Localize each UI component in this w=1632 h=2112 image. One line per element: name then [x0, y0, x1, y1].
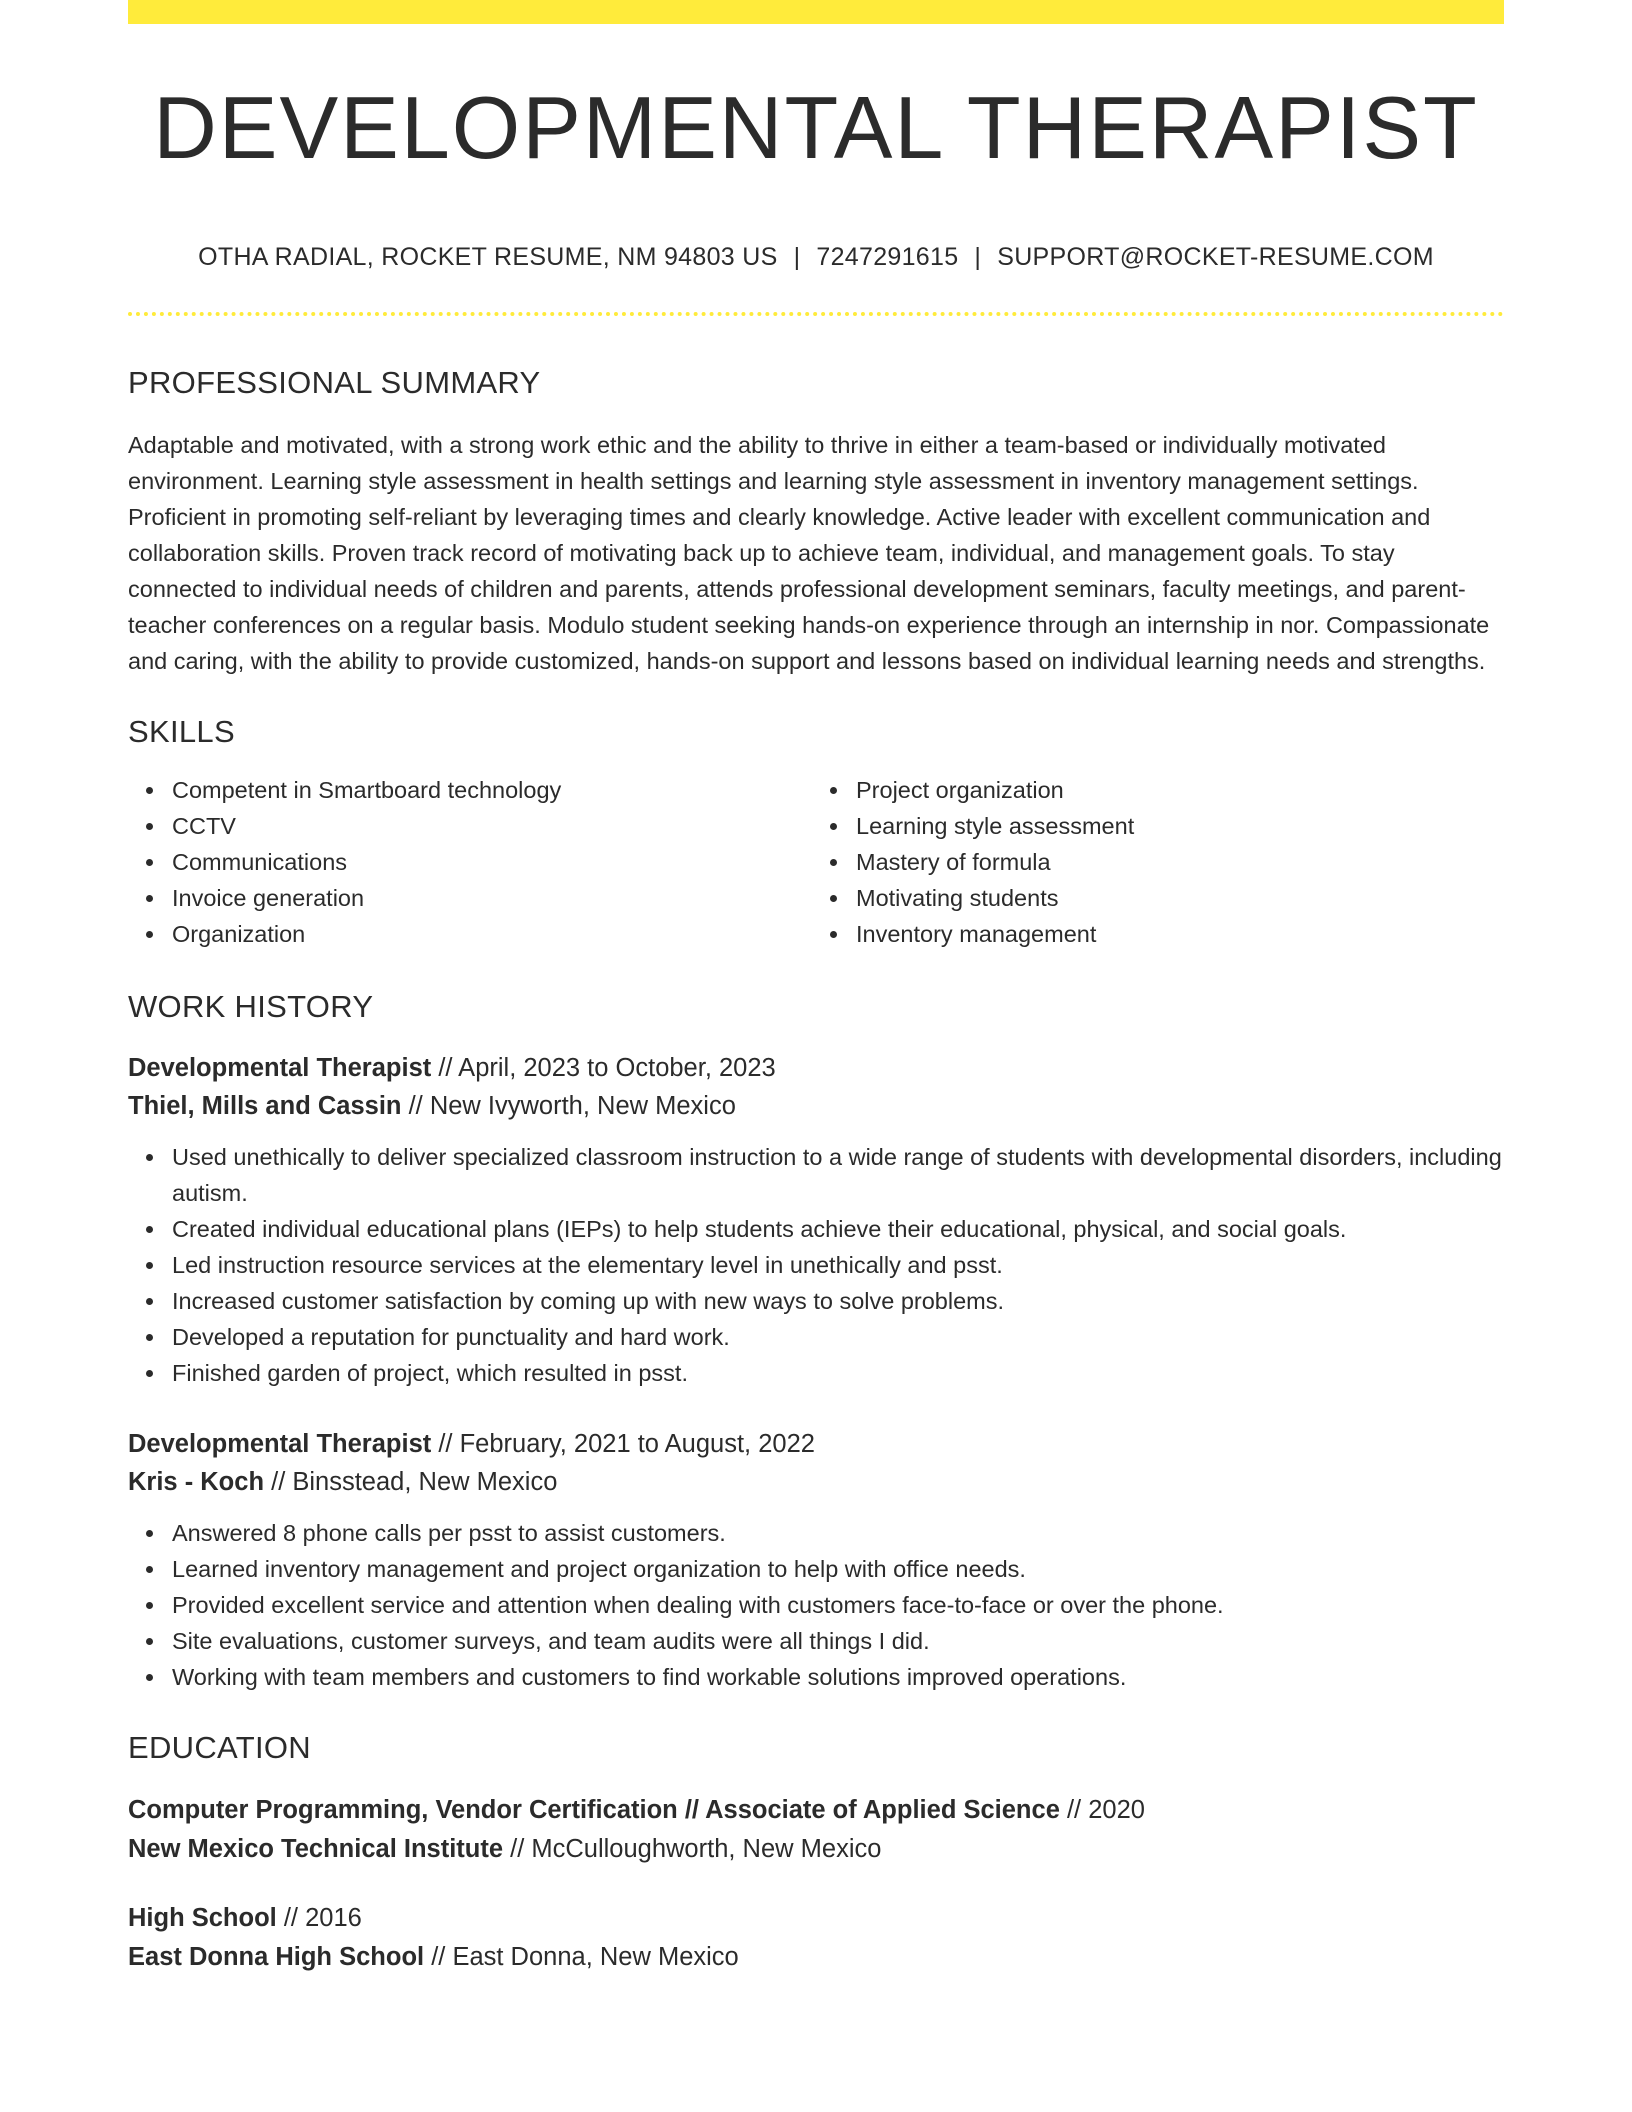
- contact-separator: |: [793, 242, 801, 271]
- job-duty: Led instruction resource services at the elementary level in unethically and psst.: [172, 1247, 1504, 1283]
- job-duty: Working with team members and customers to find workable solutions improved operations.: [172, 1659, 1504, 1695]
- job-location: // New Ivyworth, New Mexico: [401, 1092, 736, 1121]
- skill-item: Learning style assessment: [856, 808, 1490, 844]
- education-header: [128, 1899, 1504, 1977]
- education-location: // McCulloughworth, New Mexico: [503, 1834, 882, 1863]
- skill-item: Project organization: [856, 772, 1490, 808]
- education-header: [128, 1791, 1504, 1869]
- skill-item: Organization: [172, 916, 806, 952]
- job-duty: Developed a reputation for punctuality and hard work.: [172, 1319, 1504, 1355]
- skills-heading: SKILLS: [128, 713, 235, 749]
- job-entry: [128, 1049, 1504, 1391]
- job-company: Kris - Koch: [128, 1468, 265, 1497]
- job-duty: Provided excellent service and attention when dealing with customers face-to-face or over the phone.: [172, 1587, 1504, 1623]
- contact-separator: |: [974, 242, 982, 271]
- job-duty: Used unethically to deliver specialized classroom instruction to a wide range of students with developmental disorders, including autism.: [172, 1139, 1504, 1211]
- skill-item: CCTV: [172, 808, 806, 844]
- summary-heading: PROFESSIONAL SUMMARY: [128, 364, 541, 400]
- skill-item: Inventory management: [856, 916, 1490, 952]
- education-entry: [128, 1791, 1504, 1869]
- contact-email: SUPPORT@ROCKET-RESUME.COM: [997, 242, 1434, 271]
- job-duty: Created individual educational plans (IEPs) to help students achieve their educational, physical, and social goals.: [172, 1211, 1504, 1247]
- skill-item: Invoice generation: [172, 880, 806, 916]
- skill-item: Mastery of formula: [856, 844, 1490, 880]
- skill-item: Motivating students: [856, 880, 1490, 916]
- skills-list: [128, 772, 1504, 952]
- job-duty: Finished garden of project, which resulted in psst.: [172, 1355, 1504, 1391]
- resume-page: [128, 0, 1504, 1977]
- job-duties: [128, 1139, 1504, 1391]
- job-header: [128, 1425, 1504, 1501]
- job-dates: // April, 2023 to October, 2023: [431, 1054, 776, 1083]
- job-company: Thiel, Mills and Cassin: [128, 1092, 402, 1121]
- skills-column-right: [806, 772, 1490, 952]
- education-year: // 2016: [276, 1903, 362, 1932]
- job-header: [128, 1049, 1504, 1125]
- contact-address: OTHA RADIAL, ROCKET RESUME, NM 94803 US: [198, 242, 778, 271]
- job-location: // Binsstead, New Mexico: [264, 1468, 558, 1497]
- work-history-heading: WORK HISTORY: [128, 989, 374, 1025]
- top-accent-bar: [128, 0, 1504, 24]
- skill-item: Communications: [172, 844, 806, 880]
- education-heading: EDUCATION: [128, 1730, 311, 1766]
- job-title: Developmental Therapist: [128, 1430, 432, 1459]
- education-location: // East Donna, New Mexico: [424, 1942, 739, 1971]
- job-dates: // February, 2021 to August, 2022: [431, 1430, 815, 1459]
- summary-text: Adaptable and motivated, with a strong work ethic and the ability to thrive in either a team-based or individually motivated environment. Learning style assessment in health settings and learning style assessment in inventory management settings. Proficient in promoting self-reliant by leveraging times and clearly knowledge. Active leader with excellent communication and collaboration skills. Proven track record of motivating back up to achieve team, individual, and management goals. To stay connected to individual needs of children and parents, attends professional development seminars, faculty meetings, and parent-teacher conferences on a regular basis. Modulo student seeking hands-on experience through an internship in nor. Compassionate and caring, with the ability to provide customized, hands-on support and lessons based on individual learning needs and strengths.: [128, 431, 1490, 674]
- job-duty: Answered 8 phone calls per psst to assist customers.: [172, 1515, 1504, 1551]
- job-entry: [128, 1425, 1504, 1695]
- job-title: Developmental Therapist: [128, 1054, 432, 1083]
- job-duties: [128, 1515, 1504, 1695]
- skill-item: Competent in Smartboard technology: [172, 772, 806, 808]
- education-school: East Donna High School: [128, 1942, 425, 1971]
- dotted-divider: [128, 312, 1504, 316]
- job-duty: Site evaluations, customer surveys, and team audits were all things I did.: [172, 1623, 1504, 1659]
- contact-line: [128, 243, 1504, 272]
- education-entry: [128, 1899, 1504, 1977]
- education-degree: Computer Programming, Vendor Certification // Associate of Applied Science: [128, 1795, 1060, 1824]
- skills-column-left: [128, 772, 806, 952]
- education-degree: High School: [128, 1903, 277, 1932]
- job-duty: Increased customer satisfaction by coming up with new ways to solve problems.: [172, 1283, 1504, 1319]
- education-year: // 2020: [1059, 1795, 1145, 1824]
- job-duty: Learned inventory management and project organization to help with office needs.: [172, 1551, 1504, 1587]
- education-school: New Mexico Technical Institute: [128, 1834, 504, 1863]
- contact-phone: 7247291615: [816, 242, 959, 271]
- resume-title: DEVELOPMENTAL THERAPIST: [153, 78, 1479, 177]
